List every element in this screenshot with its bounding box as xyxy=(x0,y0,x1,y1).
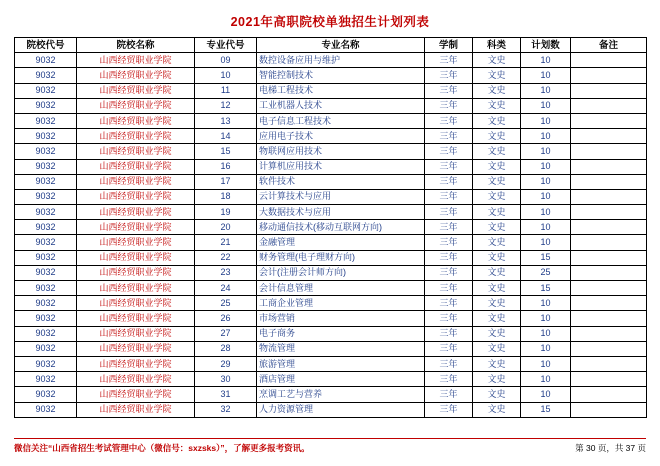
cell-major-code: 11 xyxy=(195,83,257,98)
cell-quota: 15 xyxy=(521,250,571,265)
table-row xyxy=(15,205,647,220)
cell-major-code: 21 xyxy=(195,235,257,250)
cell-remark xyxy=(571,189,647,204)
cell-remark xyxy=(571,53,647,68)
cell-subject: 文史 xyxy=(473,189,521,204)
column-header-duration: 学制 xyxy=(425,38,473,53)
cell-duration: 三年 xyxy=(425,341,473,356)
cell-subject: 文史 xyxy=(473,296,521,311)
cell-quota: 10 xyxy=(521,189,571,204)
table-row xyxy=(15,189,647,204)
cell-school-name: 山西经贸职业学院 xyxy=(77,326,195,341)
cell-subject: 文史 xyxy=(473,68,521,83)
cell-remark xyxy=(571,68,647,83)
cell-school-name: 山西经贸职业学院 xyxy=(77,296,195,311)
page-number: 第 30 页，共 37 页 xyxy=(575,443,646,453)
table-row xyxy=(15,387,647,402)
cell-duration: 三年 xyxy=(425,250,473,265)
cell-quota: 10 xyxy=(521,159,571,174)
cell-subject: 文史 xyxy=(473,281,521,296)
cell-school-code: 9032 xyxy=(15,250,77,265)
cell-school-name: 山西经贸职业学院 xyxy=(77,174,195,189)
cell-major-name: 电梯工程技术 xyxy=(257,83,425,98)
column-header-school-name: 院校名称 xyxy=(77,38,195,53)
cell-major-name: 旅游管理 xyxy=(257,356,425,371)
cell-major-name: 移动通信技术(移动互联网方向) xyxy=(257,220,425,235)
cell-remark xyxy=(571,356,647,371)
cell-school-name: 山西经贸职业学院 xyxy=(77,356,195,371)
page-title: 2021年高职院校单独招生计划列表 xyxy=(230,15,430,29)
cell-major-name: 电子商务 xyxy=(257,326,425,341)
column-header-subject: 科类 xyxy=(473,38,521,53)
cell-school-name: 山西经贸职业学院 xyxy=(77,189,195,204)
cell-duration: 三年 xyxy=(425,189,473,204)
cell-subject: 文史 xyxy=(473,98,521,113)
table-header-row xyxy=(15,38,647,53)
table-row xyxy=(15,98,647,113)
cell-subject: 文史 xyxy=(473,129,521,144)
cell-school-name: 山西经贸职业学院 xyxy=(77,220,195,235)
cell-quota: 25 xyxy=(521,265,571,280)
cell-school-code: 9032 xyxy=(15,174,77,189)
cell-school-name: 山西经贸职业学院 xyxy=(77,83,195,98)
cell-school-code: 9032 xyxy=(15,356,77,371)
cell-remark xyxy=(571,98,647,113)
cell-quota: 10 xyxy=(521,220,571,235)
table-body xyxy=(15,53,647,418)
cell-major-code: 14 xyxy=(195,129,257,144)
cell-duration: 三年 xyxy=(425,265,473,280)
column-header-remark: 备注 xyxy=(571,38,647,53)
cell-duration: 三年 xyxy=(425,68,473,83)
cell-school-name: 山西经贸职业学院 xyxy=(77,98,195,113)
cell-quota: 10 xyxy=(521,83,571,98)
cell-duration: 三年 xyxy=(425,205,473,220)
cell-school-name: 山西经贸职业学院 xyxy=(77,129,195,144)
cell-school-name: 山西经贸职业学院 xyxy=(77,205,195,220)
cell-duration: 三年 xyxy=(425,129,473,144)
cell-school-code: 9032 xyxy=(15,189,77,204)
cell-remark xyxy=(571,387,647,402)
column-header-quota: 计划数 xyxy=(521,38,571,53)
cell-major-code: 19 xyxy=(195,205,257,220)
cell-duration: 三年 xyxy=(425,311,473,326)
cell-subject: 文史 xyxy=(473,326,521,341)
cell-major-code: 23 xyxy=(195,265,257,280)
cell-quota: 15 xyxy=(521,281,571,296)
cell-duration: 三年 xyxy=(425,235,473,250)
cell-school-name: 山西经贸职业学院 xyxy=(77,311,195,326)
table-row xyxy=(15,372,647,387)
table-row xyxy=(15,68,647,83)
cell-school-code: 9032 xyxy=(15,326,77,341)
cell-remark xyxy=(571,174,647,189)
cell-duration: 三年 xyxy=(425,159,473,174)
cell-school-code: 9032 xyxy=(15,220,77,235)
cell-remark xyxy=(571,113,647,128)
footer-divider xyxy=(14,438,646,439)
cell-school-code: 9032 xyxy=(15,372,77,387)
table-row xyxy=(15,174,647,189)
cell-remark xyxy=(571,205,647,220)
cell-school-code: 9032 xyxy=(15,387,77,402)
cell-duration: 三年 xyxy=(425,402,473,417)
cell-subject: 文史 xyxy=(473,387,521,402)
cell-major-name: 会计(注册会计师方向) xyxy=(257,265,425,280)
cell-quota: 10 xyxy=(521,129,571,144)
cell-subject: 文史 xyxy=(473,144,521,159)
cell-major-name: 物流管理 xyxy=(257,341,425,356)
cell-school-name: 山西经贸职业学院 xyxy=(77,341,195,356)
cell-school-code: 9032 xyxy=(15,265,77,280)
cell-quota: 10 xyxy=(521,113,571,128)
cell-major-name: 酒店管理 xyxy=(257,372,425,387)
cell-school-name: 山西经贸职业学院 xyxy=(77,372,195,387)
cell-major-name: 物联网应用技术 xyxy=(257,144,425,159)
cell-school-name: 山西经贸职业学院 xyxy=(77,250,195,265)
cell-major-code: 17 xyxy=(195,174,257,189)
cell-school-name: 山西经贸职业学院 xyxy=(77,113,195,128)
cell-school-name: 山西经贸职业学院 xyxy=(77,68,195,83)
cell-major-name: 市场营销 xyxy=(257,311,425,326)
cell-school-code: 9032 xyxy=(15,205,77,220)
cell-duration: 三年 xyxy=(425,372,473,387)
cell-quota: 10 xyxy=(521,387,571,402)
cell-quota: 10 xyxy=(521,372,571,387)
cell-subject: 文史 xyxy=(473,311,521,326)
cell-quota: 10 xyxy=(521,235,571,250)
table-row xyxy=(15,159,647,174)
cell-quota: 10 xyxy=(521,296,571,311)
table-row xyxy=(15,53,647,68)
cell-remark xyxy=(571,235,647,250)
cell-school-code: 9032 xyxy=(15,341,77,356)
cell-major-code: 27 xyxy=(195,326,257,341)
cell-major-code: 20 xyxy=(195,220,257,235)
table-row xyxy=(15,265,647,280)
cell-quota: 10 xyxy=(521,311,571,326)
admission-plan-table xyxy=(14,37,647,418)
table-row xyxy=(15,235,647,250)
cell-quota: 10 xyxy=(521,98,571,113)
column-header-major-name: 专业名称 xyxy=(257,38,425,53)
cell-major-name: 电子信息工程技术 xyxy=(257,113,425,128)
cell-remark xyxy=(571,159,647,174)
cell-quota: 10 xyxy=(521,174,571,189)
table-row xyxy=(15,296,647,311)
cell-subject: 文史 xyxy=(473,83,521,98)
cell-remark xyxy=(571,250,647,265)
table-row xyxy=(15,144,647,159)
cell-major-code: 22 xyxy=(195,250,257,265)
cell-major-name: 人力资源管理 xyxy=(257,402,425,417)
cell-remark xyxy=(571,326,647,341)
cell-school-name: 山西经贸职业学院 xyxy=(77,387,195,402)
cell-subject: 文史 xyxy=(473,265,521,280)
cell-school-code: 9032 xyxy=(15,53,77,68)
page-footer xyxy=(14,438,646,460)
cell-school-code: 9032 xyxy=(15,113,77,128)
cell-remark xyxy=(571,372,647,387)
cell-major-name: 软件技术 xyxy=(257,174,425,189)
cell-subject: 文史 xyxy=(473,220,521,235)
table-row xyxy=(15,281,647,296)
cell-duration: 三年 xyxy=(425,356,473,371)
cell-subject: 文史 xyxy=(473,402,521,417)
cell-quota: 10 xyxy=(521,144,571,159)
cell-subject: 文史 xyxy=(473,250,521,265)
cell-quota: 10 xyxy=(521,205,571,220)
cell-major-name: 大数据技术与应用 xyxy=(257,205,425,220)
cell-subject: 文史 xyxy=(473,356,521,371)
cell-school-code: 9032 xyxy=(15,68,77,83)
cell-major-code: 10 xyxy=(195,68,257,83)
table-row xyxy=(15,341,647,356)
cell-major-code: 32 xyxy=(195,402,257,417)
cell-quota: 10 xyxy=(521,356,571,371)
cell-school-name: 山西经贸职业学院 xyxy=(77,235,195,250)
cell-duration: 三年 xyxy=(425,113,473,128)
cell-remark xyxy=(571,402,647,417)
cell-major-code: 25 xyxy=(195,296,257,311)
cell-major-name: 工业机器人技术 xyxy=(257,98,425,113)
table-row xyxy=(15,83,647,98)
cell-remark xyxy=(571,220,647,235)
cell-major-name: 数控设备应用与维护 xyxy=(257,53,425,68)
cell-duration: 三年 xyxy=(425,281,473,296)
cell-duration: 三年 xyxy=(425,144,473,159)
cell-major-code: 13 xyxy=(195,113,257,128)
cell-major-code: 16 xyxy=(195,159,257,174)
table-row xyxy=(15,129,647,144)
cell-subject: 文史 xyxy=(473,174,521,189)
cell-school-code: 9032 xyxy=(15,159,77,174)
column-header-major-code: 专业代号 xyxy=(195,38,257,53)
cell-major-name: 应用电子技术 xyxy=(257,129,425,144)
cell-subject: 文史 xyxy=(473,205,521,220)
cell-school-code: 9032 xyxy=(15,296,77,311)
cell-duration: 三年 xyxy=(425,98,473,113)
table-row xyxy=(15,311,647,326)
cell-subject: 文史 xyxy=(473,159,521,174)
table-row xyxy=(15,326,647,341)
cell-remark xyxy=(571,281,647,296)
cell-major-name: 云计算技术与应用 xyxy=(257,189,425,204)
cell-major-code: 30 xyxy=(195,372,257,387)
cell-quota: 10 xyxy=(521,68,571,83)
cell-quota: 15 xyxy=(521,402,571,417)
cell-school-name: 山西经贸职业学院 xyxy=(77,144,195,159)
cell-subject: 文史 xyxy=(473,113,521,128)
cell-school-code: 9032 xyxy=(15,98,77,113)
table-row xyxy=(15,402,647,417)
cell-major-code: 18 xyxy=(195,189,257,204)
cell-major-code: 26 xyxy=(195,311,257,326)
cell-major-name: 烹调工艺与营养 xyxy=(257,387,425,402)
cell-quota: 10 xyxy=(521,53,571,68)
table-row xyxy=(15,220,647,235)
cell-remark xyxy=(571,341,647,356)
cell-major-code: 29 xyxy=(195,356,257,371)
cell-major-code: 12 xyxy=(195,98,257,113)
table-row xyxy=(15,250,647,265)
cell-remark xyxy=(571,129,647,144)
cell-school-code: 9032 xyxy=(15,281,77,296)
cell-school-code: 9032 xyxy=(15,311,77,326)
cell-major-name: 工商企业管理 xyxy=(257,296,425,311)
table-row xyxy=(15,113,647,128)
cell-school-code: 9032 xyxy=(15,402,77,417)
cell-duration: 三年 xyxy=(425,296,473,311)
cell-major-code: 31 xyxy=(195,387,257,402)
cell-quota: 10 xyxy=(521,326,571,341)
cell-school-name: 山西经贸职业学院 xyxy=(77,265,195,280)
cell-school-code: 9032 xyxy=(15,144,77,159)
cell-school-code: 9032 xyxy=(15,83,77,98)
cell-remark xyxy=(571,265,647,280)
cell-major-code: 09 xyxy=(195,53,257,68)
cell-duration: 三年 xyxy=(425,326,473,341)
cell-major-code: 15 xyxy=(195,144,257,159)
cell-subject: 文史 xyxy=(473,372,521,387)
column-header-school-code: 院校代号 xyxy=(15,38,77,53)
cell-major-name: 计算机应用技术 xyxy=(257,159,425,174)
cell-remark xyxy=(571,144,647,159)
cell-school-name: 山西经贸职业学院 xyxy=(77,53,195,68)
cell-major-name: 会计信息管理 xyxy=(257,281,425,296)
cell-school-code: 9032 xyxy=(15,129,77,144)
cell-major-code: 28 xyxy=(195,341,257,356)
cell-duration: 三年 xyxy=(425,387,473,402)
cell-remark xyxy=(571,296,647,311)
cell-duration: 三年 xyxy=(425,220,473,235)
cell-quota: 10 xyxy=(521,341,571,356)
cell-major-name: 智能控制技术 xyxy=(257,68,425,83)
footer-note: 微信关注“山西省招生考试管理中心（微信号：sxzsks）”，了解更多报考资讯。 xyxy=(14,443,310,453)
cell-school-name: 山西经贸职业学院 xyxy=(77,402,195,417)
table-row xyxy=(15,356,647,371)
cell-remark xyxy=(571,311,647,326)
cell-subject: 文史 xyxy=(473,341,521,356)
cell-subject: 文史 xyxy=(473,235,521,250)
cell-duration: 三年 xyxy=(425,83,473,98)
cell-school-code: 9032 xyxy=(15,235,77,250)
cell-remark xyxy=(571,83,647,98)
cell-major-code: 24 xyxy=(195,281,257,296)
cell-major-name: 财务管理(电子理财方向) xyxy=(257,250,425,265)
cell-subject: 文史 xyxy=(473,53,521,68)
cell-school-name: 山西经贸职业学院 xyxy=(77,159,195,174)
cell-school-name: 山西经贸职业学院 xyxy=(77,281,195,296)
cell-duration: 三年 xyxy=(425,174,473,189)
cell-duration: 三年 xyxy=(425,53,473,68)
cell-major-name: 金融管理 xyxy=(257,235,425,250)
